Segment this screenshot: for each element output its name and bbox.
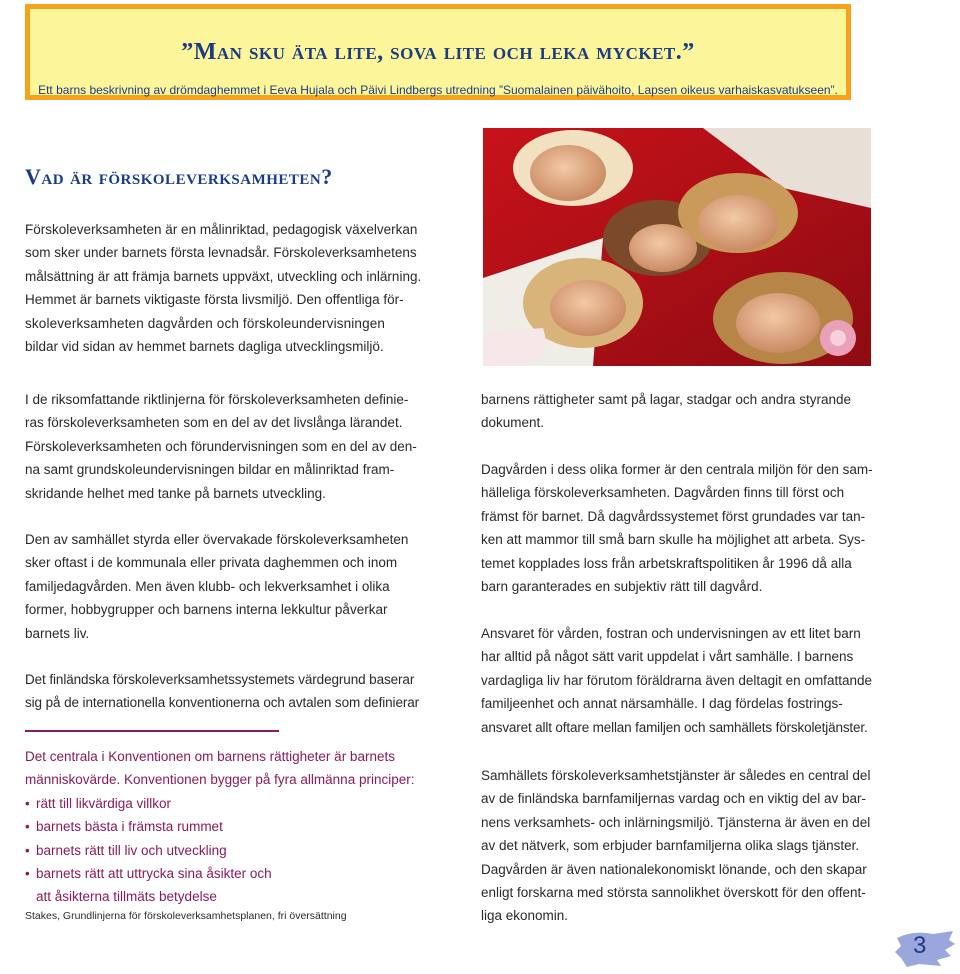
text-line: skridande helhet med tanke på barnets utveckling. [25, 485, 326, 501]
text-line: Den av samhället styrda eller övervakade förskoleverksamheten [25, 532, 409, 547]
left-paragraph-3 [25, 668, 465, 715]
text-line: vardagliga liv har förutom föräldrarna även deltagit en omfattande [481, 672, 872, 688]
section-heading: Vad är förskoleverksamheten? [25, 164, 333, 189]
right-paragraph-4 [481, 764, 911, 928]
intro-paragraph [25, 218, 465, 358]
right-paragraph-1 [481, 388, 911, 435]
text-line: av det nätverk, som erbjuder barnfamiljerna olika slags tjänster. [481, 838, 860, 854]
text-line: främst för barnet. Då dagvårdssystemet först grundades var tan- [481, 508, 866, 524]
text-line: former, hobbygrupper och barnens interna lekkultur påverkar [25, 602, 388, 618]
text-line: familjedagvården. Men även klubb- och lekverksamhet i olika [25, 578, 390, 594]
text-line: temet kopplades loss från arbetskraftspolitiken år 1996 då alla [481, 555, 852, 571]
text-line: enligt forskarna med största sannolikhet överskott för den offent- [481, 885, 866, 901]
children-photo [483, 128, 871, 366]
text-line: som sker under barnets första levnadsår. Förskoleverksamhetens [25, 245, 417, 261]
text-line: ansvaret allt oftare mellan familjen och samhällets förskoletjänster. [481, 719, 868, 735]
text-line: Ansvaret för vården, fostran och undervisningen av ett litet barn [481, 626, 861, 641]
text-line: familjeenhet och annat närsamhälle. I dag fördelas fostrings- [481, 696, 843, 712]
list-item-continuation: att åsikterna tillmäts betydelse [36, 889, 217, 905]
text-line: målsättning är att främja barnets uppväxt, utveckling och inlärning. [25, 268, 422, 284]
text-line: har alltid på något sätt varit uppdelat i vårt samhälle. I barnens [481, 649, 854, 665]
quote-attribution: Ett barns beskrivning av drömdaghemmet i Eeva Hujala och Päivi Lindbergs utredning ”Suomalainen päivähoito, Lapsen oikeus varhaiskasvatukseen”. [38, 83, 838, 97]
text-line: Samhällets förskoleverksamhetstjänster är således en central del [481, 768, 871, 783]
left-paragraph-2 [25, 528, 465, 645]
text-line: I de riksomfattande riktlinjerna för förskoleverksamheten definie- [25, 392, 409, 407]
list-item: • barnets rätt att uttrycka sina åsikter och [25, 862, 435, 885]
text-line: Förskoleverksamheten är en målinriktad, pedagogisk växelverkan [25, 222, 418, 237]
list-item: • barnets rätt till liv och utveckling [25, 839, 435, 862]
text-line: liga ekonomin. [481, 908, 569, 924]
highlight-divider [25, 730, 279, 732]
text-line: dokument. [481, 415, 545, 431]
text-line: Dagvården i dess olika former är den centrala miljön för den sam- [481, 462, 873, 477]
text-line: barnets liv. [25, 625, 90, 641]
text-line: Förskoleverksamheten och förundervisningen som en del av den- [25, 438, 417, 454]
list-item: • rätt till likvärdiga villkor [25, 792, 435, 815]
right-paragraph-2 [481, 458, 911, 598]
page-number: 3 [913, 932, 927, 959]
right-paragraph-3 [481, 622, 911, 739]
quote-title: ”Man sku äta lite, sova lite och leka mycket.” [181, 39, 695, 65]
children-photo-illustration [483, 128, 871, 366]
text-line: ken att mammor till små barn skulle ha möjlighet att arbeta. Sys- [481, 532, 866, 548]
source-citation: Stakes, Grundlinjerna för förskoleverksamhetsplanen, fri översättning [25, 910, 347, 922]
highlight-line: människovärde. Konventionen bygger på fyra allmänna principer: [25, 772, 415, 788]
text-line: sker oftast i de kommunala eller privata daghemmen och inom [25, 555, 398, 571]
text-line: Det finländska förskoleverksamhetssystemets värdegrund baserar [25, 672, 415, 687]
quote-box [25, 4, 851, 100]
text-line: nens verksamhets- och inlärningsmiljö. Tjänsterna är även en del [481, 814, 871, 830]
text-line: barn garanterades en subjektiv rätt till dagvård. [481, 579, 763, 595]
text-line: sig på de internationella konventionerna och avtalen som definierar [25, 695, 420, 711]
text-line: barnens rättigheter samt på lagar, stadgar och andra styrande [481, 392, 851, 407]
list-item: • barnets bästa i främsta rummet [25, 815, 435, 838]
principles-list [25, 792, 435, 886]
highlight-line: Det centrala i Konventionen om barnens rättigheter är barnets [25, 749, 395, 764]
text-line: Hemmet är barnets viktigaste första livsmiljö. Den offentliga för- [25, 292, 404, 308]
text-line: av de finländska barnfamiljernas vardag och en viktig del av bar- [481, 791, 866, 807]
text-line: na samt grundskoleundervisningen bildar en målinriktad fram- [25, 462, 395, 478]
text-line: skoleverksamheten dagvården och förskoleundervisningen [25, 315, 386, 331]
conventions-highlight [25, 745, 435, 909]
text-line: bildar vid sidan av hemmet barnets dagliga utvecklingsmiljö. [25, 339, 384, 355]
left-paragraph-1 [25, 388, 465, 505]
text-line: Dagvården är även nationalekonomiskt lönande, och den skapar [481, 861, 867, 877]
text-line: ras förskoleverksamheten som en del av det livslånga lärandet. [25, 415, 403, 431]
page-number-badge [893, 928, 955, 968]
text-line: hälleliga förskoleverksamheten. Dagvården finns till först och [481, 485, 845, 501]
